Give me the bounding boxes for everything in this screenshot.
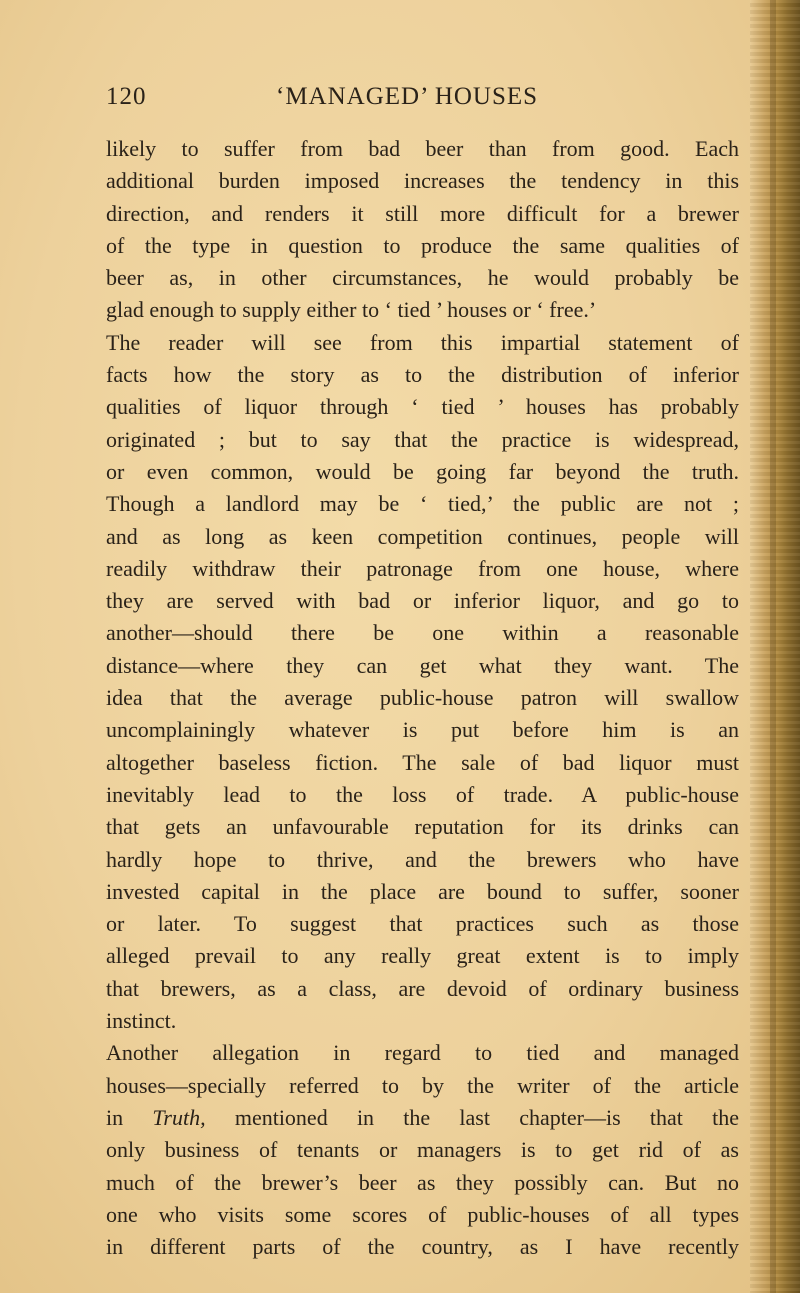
text-line: that gets an unfavourable reputation for its drinks can xyxy=(106,814,739,840)
text-line-with-italic xyxy=(106,1102,739,1134)
text-line: Though a landlord may be ‘ tied,’ the public are not ; xyxy=(106,491,739,517)
running-head: ‘MANAGED’ HOUSES xyxy=(276,83,539,110)
page-header xyxy=(106,83,739,119)
body-text xyxy=(106,133,739,1263)
text-line: beer as, in other circumstances, he would probably be xyxy=(106,265,739,291)
text-line: Another allegation in regard to tied and managed xyxy=(106,1040,739,1066)
text-line: only business of tenants or managers is to get rid of as xyxy=(106,1137,739,1163)
text-line-rest: mentioned in the last chapter—is that the xyxy=(234,1104,739,1130)
text-line: direction, and renders it still more difficult for a brewer xyxy=(106,200,739,226)
text-line: instinct. xyxy=(106,1008,177,1034)
text-line: distance—where they can get what they want. The xyxy=(106,652,739,678)
text-line: alleged prevail to any really great extent is to imply xyxy=(106,943,739,969)
text-line: and as long as keen competition continues, people will xyxy=(106,523,739,549)
text-line: glad enough to supply either to ‘ tied ’ houses or ‘ free.’ xyxy=(106,297,597,323)
text-line: of the type in question to produce the same qualities of xyxy=(106,232,739,258)
text-line: The reader will see from this impartial statement of xyxy=(106,329,739,355)
text-line: qualities of liquor through ‘ tied ’ houses has probably xyxy=(106,394,739,420)
italic-prefix: in xyxy=(106,1104,124,1130)
text-line: likely to suffer from bad beer than from good. Each xyxy=(106,136,739,161)
text-line: or later. To suggest that practices such as those xyxy=(106,911,739,937)
text-line: inevitably lead to the loss of trade. A public-house xyxy=(106,781,739,807)
italic-title: Truth, xyxy=(152,1104,206,1130)
text-line: originated ; but to say that the practice is widespread, xyxy=(106,426,739,452)
text-line: additional burden imposed increases the tendency in this xyxy=(106,168,739,194)
text-line: altogether baseless fiction. The sale of bad liquor must xyxy=(106,749,739,775)
text-line: readily withdraw their patronage from one house, where xyxy=(106,555,739,581)
text-line: hardly hope to thrive, and the brewers who have xyxy=(106,846,739,872)
text-line: one who visits some scores of public-houses of all types xyxy=(106,1201,739,1227)
text-line: or even common, would be going far beyond the truth. xyxy=(106,458,739,484)
text-line: much of the brewer’s beer as they possibly can. But no xyxy=(106,1169,739,1195)
text-line: they are served with bad or inferior liquor, and go to xyxy=(106,588,739,614)
text-line: another—should there be one within a reasonable xyxy=(106,620,739,646)
text-line: idea that the average public-house patron will swallow xyxy=(106,685,739,711)
text-line: in different parts of the country, as I have recently xyxy=(106,1234,739,1260)
text-line: houses—specially referred to by the writer of the article xyxy=(106,1072,739,1098)
page-number: 120 xyxy=(106,83,147,110)
text-line: invested capital in the place are bound to suffer, sooner xyxy=(106,878,739,904)
text-line: facts how the story as to the distribution of inferior xyxy=(106,362,739,388)
text-line: uncomplainingly whatever is put before him is an xyxy=(106,717,739,743)
page-edge xyxy=(750,0,800,1293)
text-line: that brewers, as a class, are devoid of ordinary business xyxy=(106,975,739,1001)
